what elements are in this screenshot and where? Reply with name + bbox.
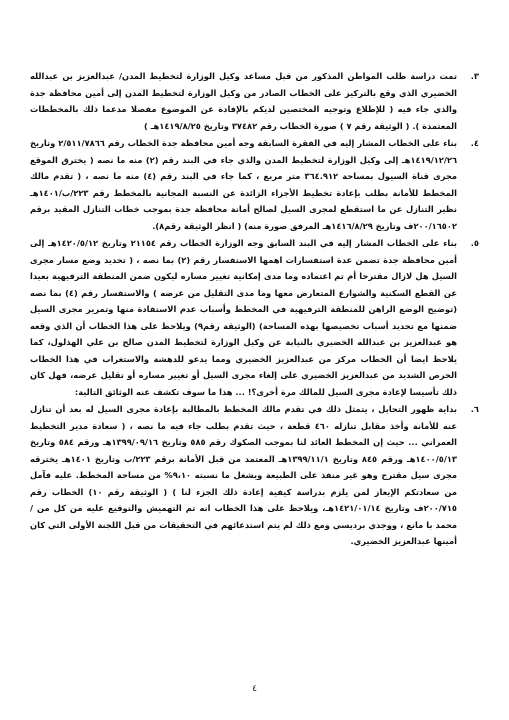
page-number: ٤	[252, 684, 257, 694]
document-body	[30, 68, 479, 550]
paragraph-3	[30, 68, 479, 134]
paragraph-4	[30, 135, 479, 234]
paragraph-number: ٥.	[470, 238, 479, 248]
paragraph-text: تمت دراسة طلب المواطن المذكور من قبل مساعد وكيل الوزارة لتخطيط المدن/ عبدالعزيز بن عبدالله الخضيري الذي وقع بالتركيز على الخطاب الصادر من وكيل الوزارة لتخطيط المدن إلى أمين محافظة جدة والذي جاء فيه ( للإطلاع وتوجيه المختصين لديكم بالإفادة عن الموضوع مفصلا مدعما ذلك بالمخططات المعتمدة ). ( الوثيقة رقم ٧ ) صورة الخطاب رقم ٣٧٤٨٢ وتاريخ ١٤١٩/٨/٢٥هـ )	[30, 71, 457, 131]
paragraph-number: ٣.	[470, 71, 479, 81]
paragraph-text: بداية ظهور التحايل ، يتمثل ذلك في تقدم مالك المخطط بالمطالبة بإعادة مجرى السيل له بعد أن تنازل عنه للأمانة وأخذ مقابل تنازله ٤٦٠ قطعة ، حيث تقدم بطلب جاء فيه ما نصه ، ( سعادة مدير التخطيط العمراني ... حيث إن المخطط العائد لنا بموجب الصكوك رقم ٥٨٥ وتاريخ ١٣٩٩/٠٩/١٦هـ ورقم ٥٨٤ وتاريخ ١٤٠٠/٥/١٣هـ ورقم ٨٤٥ وتاريخ ١٣٩٩/١١/١هـ المعتمد من قبل الأمانة برقم ٢٢٣/ب وتاريخ ١٤٠١هـ يخترقه مجرى سيل مقترح وهو غير منفذ على الطبيعة ويشغل ما نسبته ٩،١٠% من مساحة المخطط. عليه فآمل من سعادتكم الإيعاز لمن يلزم بدراسة كيفية إعادة ذلك الجزء لنا ) ( الوثيقة رقم ١٠) الخطاب رقم ٢٠٠/٧١٥ف وتاريخ ١٤٢١/٠١/١٤هـ، ويلاحظ على هذا الخطاب انه تم التهميش والتوقيع عليه من كل من / محمد با مانع ، ووجدي برديسي ومع ذلك لم يتم استدعائهم في التحقيقات من قبل اللجنة الأولى التي كان أمينها عبدالعزيز الخضيري.	[30, 404, 457, 546]
paragraph-text: بناء على الخطاب المشار إليه في البند السابق وجه الوزارة الخطاب رقم ٢١١٥٤ وتاريخ ١٤٢٠/٥/١٢هـ إلى أمين محافظة جدة تضمن عدة استفسارات اهمها الاستفسار رقم (٢) بما نصه ، ( تحديد وضع مسار مجرى السيل هل لازال مقترحا أم تم اعتماده وما مدى إمكانية تغيير مساره ليكون ضمن المنطقة الترفيهية بعيدا عن القطع السكنية والشوارع المتعارض معها وما مدى التقليل من عرضه ) والاستفسار رقم (٤) بما نصه (توضيح الوضع الراهن للمنطقة الترفيهية في المخطط وأسباب عدم الاستفادة منها وتمرير مجرى السيل ضمنها مع تحديد أسباب تخصيصها بهذه المساحة) (الوثيقة رقم٩) ويلاحظ على هذا الخطاب أن الذي وقعه هو عبدالعزيز بن عبدالله الخضيري بالنيابة عن وكيل الوزارة لتخطيط المدن صالح بن علي الهذلول، كما يلاحظ ايضا أن الخطاب مركز من عبدالعزيز الخضيري ومما يدعو للدهشة والاستغراب في هذا الخطاب الحرص الشديد من عبدالعزيز الخضيري على إلغاء مجرى السيل أو تغيير مساره أو تقليل عرضه، فهل كان ذلك تأسيسا لإعادة مجرى السيل للمالك مرة أخرى؟! ... هذا ما سوف تكشف عنه الوثائق التالية:	[30, 238, 458, 397]
paragraph-5	[30, 235, 479, 400]
paragraph-number: ٤.	[470, 138, 479, 148]
paragraph-6	[30, 401, 479, 550]
paragraph-text: بناء على الخطاب المشار إليه في الفقرة السابقة وجه أمين محافظة جدة الخطاب رقم ٢/٥١١/٧٨٦٦ وتاريخ ١٤١٩/١٢/٢٦هـ إلى وكيل الوزارة لتخطيط المدن والذي جاء في البند رقم (٢) منه ما نصه ( يخترق الموقع مجرى قناة السيول بمساحة ٣٦٤.٩١٢ متر مربع ، كما جاء في البند رقم (٤) منه ما نصه ، ( تقدم مالك المخطط للأمانة بطلب بإعادة تخطيط الأجزاء الزائدة عن النسبة المجانية بالمخطط رقم ٢٢٣/ب/١٤٠١هـ نظير التنازل عن ما استقطع لمجرى السيل لصالح أمانة محافظة جدة بموجب خطاب التنازل المقيد برقم ٢٠٠/١٦٥٠٢ف وتاريخ ١٤١٦/٨/٢٩هـ المرفق صورة منه) ( انظر الوثيقة رقم٨).	[30, 138, 458, 231]
paragraph-number: ٦.	[470, 404, 479, 414]
